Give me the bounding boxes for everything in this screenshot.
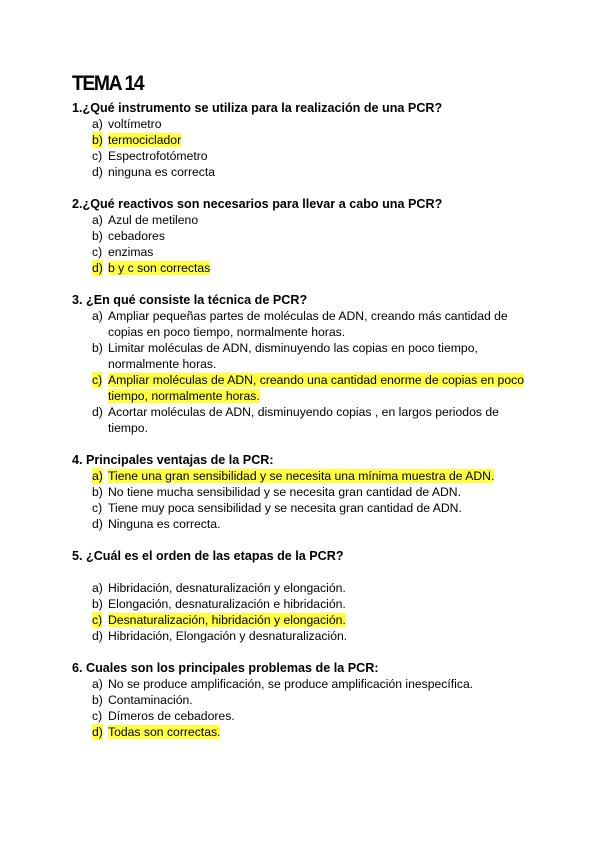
- page-title: TEMA 14: [72, 72, 144, 95]
- option-2c: c) enzimas: [92, 245, 154, 259]
- option-4b: b) No tiene mucha sensibilidad y se necesita gran cantidad de ADN.: [92, 485, 461, 499]
- option-5c: c) Desnaturalización, hibridación y elongación.: [92, 613, 346, 627]
- option-4a: a) Tiene una gran sensibilidad y se necesita una mínima muestra de ADN.: [92, 469, 495, 483]
- option-6c: c) Dímeros de cebadores.: [92, 709, 235, 723]
- option-3d: d) Acortar moléculas de ADN, disminuyendo copias , en largos periodos de tiempo.: [92, 405, 499, 435]
- question-2: 2.¿Qué reactivos son necesarios para llevar a cabo una PCR?: [72, 197, 443, 211]
- option-2a: a) Azul de metileno: [92, 213, 199, 227]
- option-6a: a) No se produce amplificación, se produce amplificación inespecífica.: [92, 677, 474, 691]
- option-3b: b) Limitar moléculas de ADN, disminuyendo las copias en poco tiempo, normalmente horas.: [92, 341, 478, 371]
- option-4d: d) Ninguna es correcta.: [92, 517, 221, 531]
- option-3c: c) Ampliar moléculas de ADN, creando una cantidad enorme de copias en poco tiempo, normalmente horas.: [92, 373, 524, 403]
- option-1d: d) ninguna es correcta: [92, 165, 216, 179]
- option-5d: d) Hibridación, Elongación y desnaturalización.: [92, 629, 348, 643]
- option-3a: a) Ampliar pequeñas partes de moléculas de ADN, creando más cantidad de copias en poco tiempo, normalmente horas.: [92, 309, 508, 339]
- question-3: 3. ¿En qué consiste la técnica de PCR?: [72, 293, 308, 307]
- option-1c: c) Espectrofotómetro: [92, 149, 208, 163]
- question-6: 6. Cuales son los principales problemas de la PCR:: [72, 661, 379, 675]
- option-2b: b) cebadores: [92, 229, 165, 243]
- option-1a: a) voltímetro: [92, 117, 162, 131]
- option-1b: b) termociclador: [92, 133, 182, 147]
- option-4c: c) Tiene muy poca sensibilidad y se necesita gran cantidad de ADN.: [92, 501, 462, 515]
- option-5b: b) Elongación, desnaturalización e hibridación.: [92, 597, 346, 611]
- option-6b: b) Contaminación.: [92, 693, 193, 707]
- option-2d: d) b y c son correctas: [92, 261, 211, 275]
- option-5a: a) Hibridación, desnaturalización y elongación.: [92, 581, 346, 595]
- question-5: 5. ¿Cuál es el orden de las etapas de la PCR?: [72, 549, 344, 563]
- question-4: 4. Principales ventajas de la PCR:: [72, 453, 274, 467]
- option-6d: d) Todas son correctas.: [92, 725, 221, 739]
- question-1: 1.¿Qué instrumento se utiliza para la realización de una PCR?: [72, 101, 443, 115]
